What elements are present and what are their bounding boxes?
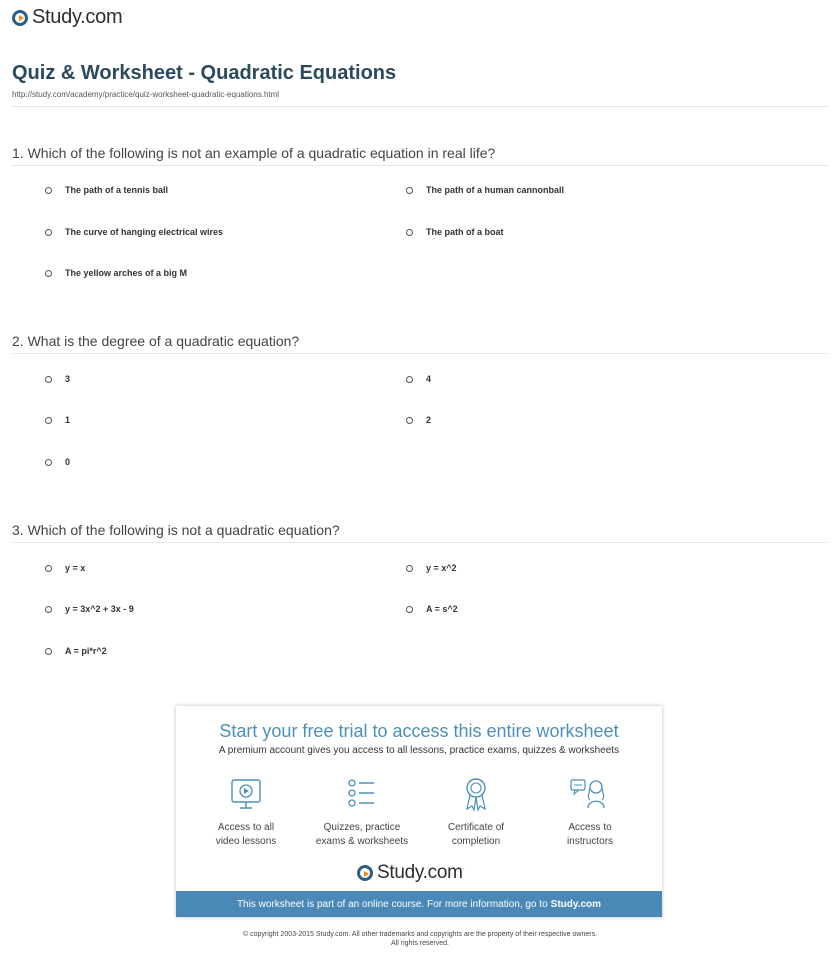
radio-button[interactable]	[406, 565, 413, 572]
question-2: 2. What is the degree of a quadratic equation?	[12, 333, 300, 349]
answer-option[interactable]	[406, 185, 564, 195]
question-3: 3. Which of the following is not a quadratic equation?	[12, 522, 340, 538]
copyright-footer	[0, 930, 840, 948]
video-lesson-icon	[226, 774, 266, 814]
answer-option[interactable]	[45, 268, 187, 278]
answer-option[interactable]	[45, 374, 70, 384]
logo-text: Study.com	[377, 862, 463, 883]
divider	[12, 106, 828, 107]
quiz-list-icon	[342, 774, 382, 814]
play-logo-icon	[12, 10, 28, 26]
option-label: 0	[65, 457, 71, 467]
radio-button[interactable]	[45, 606, 52, 613]
option-label: The path of a boat	[426, 227, 504, 237]
answer-option[interactable]	[45, 604, 134, 614]
answer-option[interactable]	[45, 457, 70, 467]
certificate-icon	[456, 774, 496, 814]
option-label: A = pi*r^2	[65, 646, 107, 656]
option-label: 2	[426, 415, 432, 425]
radio-button[interactable]	[406, 417, 413, 424]
radio-button[interactable]	[45, 270, 52, 277]
option-label: A = s^2	[426, 604, 458, 614]
option-label: y = 3x^2 + 3x - 9	[65, 604, 134, 614]
radio-button[interactable]	[45, 187, 52, 194]
option-label: The path of a tennis ball	[65, 185, 169, 195]
radio-button[interactable]	[406, 229, 413, 236]
feature-video-lessons	[196, 774, 296, 849]
radio-button[interactable]	[45, 376, 52, 383]
answer-option[interactable]	[45, 563, 85, 573]
premium-promo-box	[176, 706, 662, 917]
option-label: 4	[426, 374, 432, 384]
study-link[interactable]: Study.com	[550, 898, 602, 910]
feature-label: Access to all video lessons	[215, 822, 277, 847]
feature-instructors	[540, 774, 640, 849]
answer-option[interactable]	[45, 227, 223, 237]
option-label: 1	[65, 415, 71, 425]
instructor-icon	[568, 774, 612, 814]
question-1: 1. Which of the following is not an example of a quadratic equation in real life?	[12, 145, 496, 161]
course-info-bar	[176, 891, 662, 917]
option-label: The path of a human cannonball	[426, 185, 565, 195]
copyright-line: © copyright 2003-2015 Study.com. All other trademarks and copyrights are the property of their respective owners.	[242, 931, 598, 938]
option-label: y = x^2	[426, 563, 457, 573]
study-logo[interactable]	[357, 862, 465, 884]
divider	[12, 353, 828, 354]
answer-option[interactable]	[45, 415, 70, 425]
study-logo[interactable]	[12, 6, 124, 29]
radio-button[interactable]	[45, 459, 52, 466]
trademark-mark: ·	[462, 866, 465, 873]
promo-title[interactable]: Start your free trial to access this entire worksheet	[219, 721, 619, 741]
feature-label: Access to instructors	[566, 822, 614, 847]
radio-button[interactable]	[406, 187, 413, 194]
rights-line: All rights reserved.	[391, 940, 449, 947]
feature-quizzes	[312, 774, 412, 849]
bar-text: This worksheet is part of an online course. For more information, go to	[236, 898, 548, 910]
logo-text: Study.com	[32, 6, 123, 28]
radio-button[interactable]	[45, 565, 52, 572]
answer-option[interactable]	[406, 604, 458, 614]
feature-certificate	[426, 774, 526, 849]
radio-button[interactable]	[45, 229, 52, 236]
option-label: 3	[65, 374, 71, 384]
option-label: The curve of hanging electrical wires	[65, 227, 224, 237]
answer-option[interactable]	[406, 374, 431, 384]
answer-option[interactable]	[406, 227, 504, 237]
divider	[12, 542, 828, 543]
divider	[12, 165, 828, 166]
radio-button[interactable]	[406, 606, 413, 613]
answer-option[interactable]	[45, 185, 168, 195]
answer-option[interactable]	[406, 415, 431, 425]
trademark-mark: ·	[122, 10, 125, 17]
page-title: Quiz & Worksheet - Quadratic Equations	[12, 62, 397, 84]
play-logo-icon	[357, 865, 373, 881]
option-label: y = x	[65, 563, 86, 573]
radio-button[interactable]	[45, 417, 52, 424]
radio-button[interactable]	[406, 376, 413, 383]
option-label: The yellow arches of a big M	[65, 268, 188, 278]
feature-label: Quizzes, practice exams & worksheets	[315, 822, 409, 847]
radio-button[interactable]	[45, 648, 52, 655]
promo-subtitle: A premium account gives you access to all lessons, practice exams, quizzes & worksheets	[218, 745, 620, 756]
answer-option[interactable]	[45, 646, 107, 656]
page-url: http://study.com/academy/practice/quiz-worksheet-quadratic-equations.html	[12, 90, 280, 99]
feature-label: Certificate of completion	[447, 822, 505, 847]
answer-option[interactable]	[406, 563, 457, 573]
